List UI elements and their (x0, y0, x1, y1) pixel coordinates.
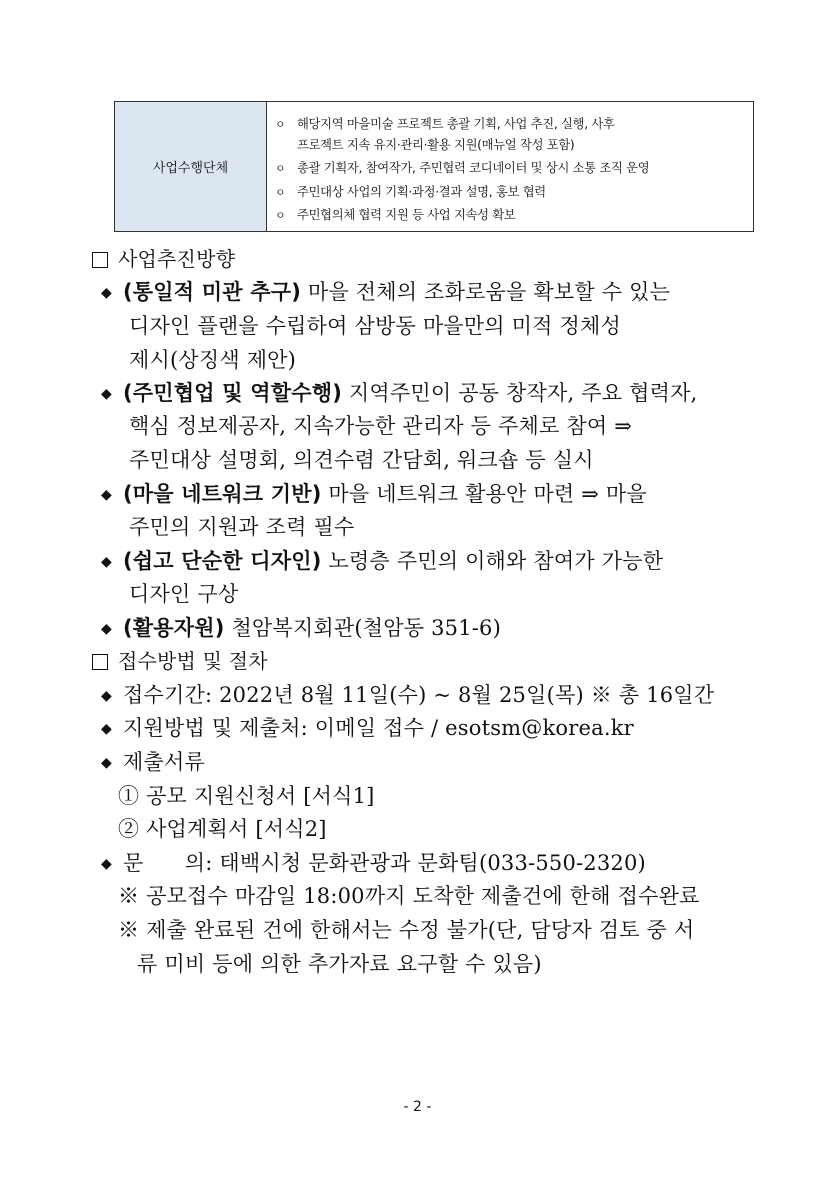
document-item-1: ① 공모 지원신청서 [서식1] (118, 784, 375, 808)
list-item: ◆ (주민협업 및 역할수행) 지역주민이 공동 창작자, 주요 협력자, (101, 378, 697, 409)
table-item: ㅇ 주민협의체 협력 지원 등 사업 지속성 확보 (275, 204, 753, 228)
circle-marker: ㅇ (275, 209, 286, 222)
diamond-bullet-icon: ◆ (101, 386, 112, 402)
executing-organization-table (114, 101, 754, 232)
section-heading-direction: 사업추진방향 (92, 244, 235, 274)
table-item: ㅇ 해당지역 마을미술 프로젝트 총괄 기획, 사업 추진, 실행, 사후 (275, 113, 753, 137)
circle-marker: ㅇ (275, 118, 286, 131)
list-item-continued: 핵심 정보제공자, 지속가능한 관리자 등 주체로 참여 ⇒ (129, 414, 633, 438)
section-heading-application: 접수방법 및 절차 (92, 646, 268, 676)
list-item-continued: 디자인 구상 (129, 582, 239, 606)
list-item-continued: 제시(상징색 제안) (129, 348, 297, 372)
note-revision: ※ 제출 완료된 건에 한해서는 수정 불가(단, 담당자 검토 중 서 (118, 918, 695, 942)
diamond-bullet-icon: ◆ (101, 554, 112, 570)
table-item-continued: 프로젝트 지속 유지·관리·활용 지원(매뉴얼 작성 포함) (297, 137, 575, 152)
table-item: ㅇ 주민대상 사업의 기획·과정·결과 설명, 홍보 협력 (275, 181, 753, 205)
document-item-2: ② 사업계획서 [서식2] (118, 817, 327, 841)
list-item-contact: ◆ 문 의: 태백시청 문화관광과 문화팀(033-550-2320) (101, 848, 646, 879)
table-header-cell: 사업수행단체 (115, 102, 267, 231)
diamond-bullet-icon: ◆ (101, 688, 112, 704)
diamond-bullet-icon: ◆ (101, 755, 112, 771)
note-deadline: ※ 공모접수 마감일 18:00까지 도착한 제출건에 한해 접수완료 (118, 884, 700, 908)
checkbox-square-icon (92, 654, 108, 670)
list-item-continued: 주민대상 설명회, 의견수렴 간담회, 워크숍 등 실시 (129, 448, 594, 472)
diamond-bullet-icon: ◆ (101, 487, 112, 503)
list-item-method: ◆ 지원방법 및 제출처: 이메일 접수 / esotsm@korea.kr (101, 713, 634, 744)
list-item-continued: 디자인 플랜을 수립하여 삼방동 마을만의 미적 정체성 (129, 314, 621, 338)
list-item: ◆ (통일적 미관 추구) 마을 전체의 조화로움을 확보할 수 있는 (101, 277, 670, 308)
circle-marker: ㅇ (275, 185, 286, 199)
diamond-bullet-icon: ◆ (101, 721, 112, 737)
note-revision-continued: 류 미비 등에 의한 추가자료 요구할 수 있음) (137, 952, 542, 976)
list-item: ◆ (마을 네트워크 기반) 마을 네트워크 활용안 마련 ⇒ 마을 (101, 479, 647, 510)
list-item-continued: 주민의 지원과 조력 필수 (129, 515, 355, 539)
diamond-bullet-icon: ◆ (101, 856, 112, 872)
circle-marker: ㅇ (275, 162, 286, 175)
table-body-cell (267, 102, 753, 231)
diamond-bullet-icon: ◆ (101, 621, 112, 637)
diamond-bullet-icon: ◆ (101, 285, 112, 301)
table-item: ㅇ 총괄 기획자, 참여작가, 주민협력 코디네이터 및 상시 소통 조직 운영 (275, 157, 753, 181)
list-item-documents: ◆ 제출서류 (101, 747, 205, 778)
list-item: ◆ (활용자원) 철암복지회관(철암동 351-6) (101, 613, 501, 644)
list-item: ◆ (쉽고 단순한 디자인) 노령층 주민의 이해와 참여가 가능한 (101, 546, 663, 577)
list-item-period: ◆ 접수기간: 2022년 8월 11일(수) ~ 8월 25일(목) ※ 총 16일간 (101, 680, 714, 711)
page-number: - 2 - (403, 1099, 432, 1115)
checkbox-square-icon (92, 252, 108, 268)
